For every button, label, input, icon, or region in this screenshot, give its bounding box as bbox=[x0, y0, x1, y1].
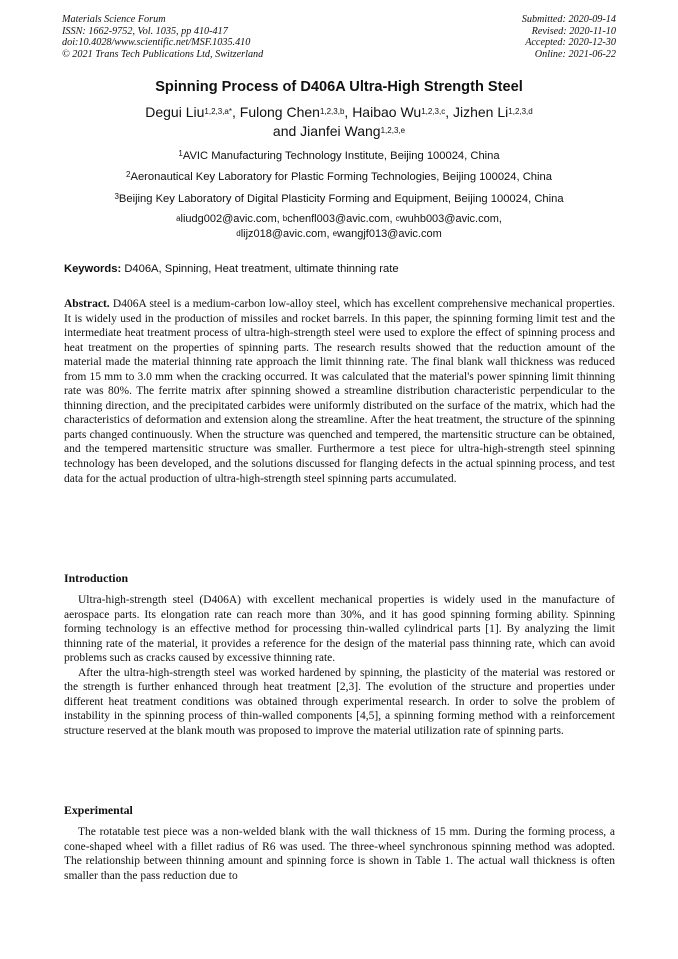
abstract-text: D406A steel is a medium-carbon low-alloy steel, which has excellent comprehensive mechanical properties. It is widely used in the production of missiles and rocket barrels. In this paper, the spinning forming limit test and the intermediate heat treatment process of ultra-high-strength steel were used to explore the effect of spinning process and heat treatment on the properties of spinning parts. The research results showed that the reduction amount of the material made the material thinning rate approach the limit thinning rate. The final blank wall thickness was reduced from 15 mm to 3.0 mm when the cracking occurred. It was calculated that the material's power spinning limit thinning rate was 80%. The ferrite matrix after spinning showed a streamline distribution characteristic perpendicular to the thinning direction, and the precipitated carbides were uniformly distributed on the surface of the matrix, which had the characteristics of deformation and extension along the streamline. After the heat treatment, the structure of the spinning parts changed continuously. When the structure was quenched and tempered, the martensitic structure can be obtained, and the tempered martensitic structure was smaller. Furthermore a test piece for ultra-high-strength steel spinning technology has been developed, and the solutions discussed for flanging defects in the actual spinning process, and test data for the actual production of ultra-high-strength steel spinning parts accumulated. bbox=[64, 298, 616, 485]
email-sup: c bbox=[395, 214, 400, 223]
affiliation-text: AVIC Manufacturing Technology Institute, Beijing 100024, China bbox=[182, 150, 500, 162]
journal-header bbox=[62, 14, 263, 60]
author-affil-sup: 1,2,3,e bbox=[380, 126, 406, 135]
email-link[interactable]: wuhb003@avic.com, bbox=[399, 213, 502, 225]
author-separator: , bbox=[344, 104, 349, 120]
email-sup: d bbox=[236, 229, 241, 238]
journal-issn: ISSN: 1662-9752, Vol. 1035, pp 410-417 bbox=[62, 25, 228, 37]
experimental-paragraph: The rotatable test piece was a non-welded blank with the wall thickness of 15 mm. During the forming process, a cone-shaped wheel with a fillet radius of R6 was used. The three-wheel synchronous spinning method was adopted. The relationship between thinning amount and spinning force is shown in Table 1. The actual wall thickness is often smaller than the pass reduction due to bbox=[64, 826, 615, 882]
author-name: Jizhen Li bbox=[453, 104, 509, 120]
author-separator: , bbox=[231, 104, 236, 120]
date-revised: Revised: 2020-11-10 bbox=[531, 25, 616, 37]
email-link[interactable]: liudg002@avic.com, bbox=[180, 213, 280, 225]
email-sup: a bbox=[176, 214, 181, 223]
date-online: Online: 2021-06-22 bbox=[534, 48, 616, 60]
date-submitted: Submitted: 2020-09-14 bbox=[521, 14, 616, 25]
introduction-heading: Introduction bbox=[64, 571, 129, 585]
journal-copyright: © 2021 Trans Tech Publications Ltd, Switzerland bbox=[62, 48, 264, 60]
introduction-body bbox=[64, 593, 615, 738]
affiliation-2 bbox=[0, 171, 678, 183]
author-affil-sup: 1,2,3,d bbox=[508, 107, 533, 116]
abstract bbox=[64, 297, 615, 486]
keywords bbox=[64, 263, 616, 275]
date-accepted: Accepted: 2020-12-30 bbox=[525, 37, 616, 49]
author-affil-sup: 1,2,3,c bbox=[421, 107, 446, 116]
email-link[interactable]: chenfl003@avic.com, bbox=[287, 213, 393, 225]
email-sup: b bbox=[282, 214, 288, 223]
affiliation-3 bbox=[0, 193, 678, 205]
author-affil-sup: 1,2,3,b bbox=[319, 107, 345, 116]
author-separator: , bbox=[445, 104, 450, 120]
author-affil-sup: 1,2,3,a* bbox=[204, 107, 232, 116]
author-conjunction: and bbox=[272, 123, 297, 139]
affiliation-text: Beijing Key Laboratory of Digital Plasticity Forming and Equipment, Beijing 100024, China bbox=[118, 193, 564, 205]
introduction-paragraph: Ultra-high-strength steel (D406A) with excellent mechanical properties is widely used in the manufacture of aerospace parts. Its elongation rate can reach more than 30%, and it has good spinning forming ability. Spinning forming technology is an effective method for processing thin-walled cylindrical parts [1]. By analyzing the limit thinning rate of the material, it provides a reference for the design of the material pass thinning rate, which can avoid problems such as cracks caused by excessive thinning rate. bbox=[64, 594, 615, 665]
abstract-label: Abstract. bbox=[64, 298, 110, 310]
experimental-body bbox=[64, 825, 615, 883]
paper-title: Spinning Process of D406A Ultra-High Strength Steel bbox=[155, 79, 523, 95]
author-list bbox=[40, 103, 638, 141]
journal-name: Materials Science Forum bbox=[62, 14, 166, 25]
dates-header bbox=[522, 14, 616, 60]
email-link[interactable]: lijz018@avic.com, bbox=[240, 228, 330, 240]
author-name: Jianfei Wang bbox=[300, 123, 381, 139]
affiliation-text: Aeronautical Key Laboratory for Plastic Forming Technologies, Beijing 100024, China bbox=[130, 171, 552, 183]
email-sup: e bbox=[332, 229, 338, 238]
email-link[interactable]: wangjf013@avic.com bbox=[337, 228, 442, 240]
author-name: Degui Liu bbox=[145, 104, 205, 120]
author-name: Haibao Wu bbox=[352, 104, 422, 120]
keywords-text: D406A, Spinning, Heat treatment, ultimate thinning rate bbox=[124, 263, 399, 275]
introduction-paragraph: After the ultra-high-strength steel was worked hardened by spinning, the plasticity of the material was restored or the strength is further enhanced through heat treatment [2,3]. The evolution of the structure and properties under different heat treatment conditions was obtained through experimental research. In order to solve the problem of instability in the spinning process of thin-walled components [4,5], a spinning forming method with a reinforcement structure reserved at the blank mouth was proposed to improve the material utilization rate of spinning parts. bbox=[64, 666, 615, 737]
keywords-label: Keywords: bbox=[64, 263, 122, 275]
experimental-heading: Experimental bbox=[64, 803, 133, 817]
affiliation-sup: 1 bbox=[178, 149, 183, 158]
author-emails bbox=[0, 212, 678, 242]
affiliation-sup: 3 bbox=[114, 192, 119, 201]
author-name: Fulong Chen bbox=[239, 104, 320, 120]
journal-doi: doi:10.4028/www.scientific.net/MSF.1035.410 bbox=[62, 37, 251, 49]
affiliation-1 bbox=[0, 150, 678, 162]
affiliation-sup: 2 bbox=[126, 170, 131, 179]
